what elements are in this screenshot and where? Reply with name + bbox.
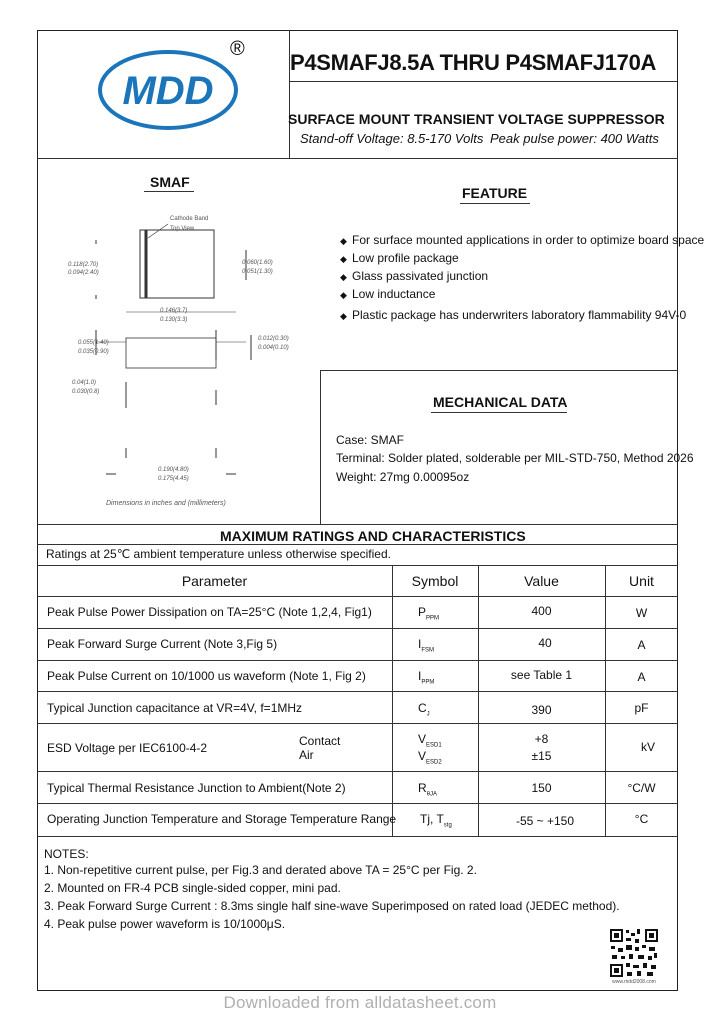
param-contact: Contact [299, 734, 341, 748]
dim-label: 0.035(0.90) [78, 349, 109, 355]
dim-label: 0.060(1.60) [242, 260, 273, 266]
row-divider [37, 660, 678, 661]
feature-heading: FEATURE [462, 185, 528, 201]
col-header-symbol: Symbol [411, 573, 459, 589]
note-item: 3. Peak Forward Surge Current : 8.3ms single half sine-wave Superimposed on rated load (JEDEC method). [44, 899, 620, 913]
feature-item: ◆ For surface mounted applications in order to optimize board space [340, 233, 705, 247]
brand-text: MDD [122, 69, 214, 113]
symbol-cell: Tj, $T_{stg}$ [420, 812, 452, 829]
mechanical-terminal: Terminal: Solder plated, solderable per MIL-STD-750, Method 2026 [336, 451, 694, 465]
bullet-icon: ◆ [340, 236, 347, 246]
value-cell: +8 [534, 732, 549, 746]
unit-cell: pF [634, 701, 649, 715]
row-divider [37, 691, 678, 692]
peak-power: Peak pulse power: 400 Watts [490, 131, 659, 146]
bullet-icon: ◆ [340, 254, 347, 264]
title-divider [37, 158, 678, 159]
qr-caption: www.mdd2008.com [612, 979, 656, 985]
feature-item: ◆ Low inductance [340, 287, 436, 301]
unit-cell: A [637, 638, 646, 652]
symbol-cell: $C_J$ [418, 701, 430, 718]
registered-mark: ® [230, 38, 245, 60]
package-divider [320, 370, 321, 524]
page-title: P4SMAFJ8.5A THRU P4SMAFJ170A [290, 50, 657, 75]
qr-code [609, 928, 659, 978]
note-item: 2. Mounted on FR-4 PCB single-sided copper, mini pad. [44, 881, 341, 895]
param-cell: Typical Junction capacitance at VR=4V, f=1MHz [47, 701, 303, 715]
col-header-parameter: Parameter [181, 573, 248, 589]
ratings-heading-underline [37, 544, 678, 545]
cathode-label: Cathode Band [170, 216, 209, 222]
dim-label: 0.051(1.30) [242, 269, 273, 275]
symbol-cell: $V_{ESD2}$ [418, 749, 442, 766]
topview-label: Top View [170, 226, 195, 232]
row-divider [37, 771, 678, 772]
dim-label: 0.04(1.0) [72, 380, 97, 386]
download-footer[interactable]: Downloaded from alldatasheet.com [223, 993, 497, 1012]
col-header-value: Value [524, 573, 559, 589]
row-divider [37, 723, 678, 724]
page-subtitle: SURFACE MOUNT TRANSIENT VOLTAGE SUPPRESSOR [288, 111, 665, 127]
dimensions-caption: Dimensions in inches and (millimeters) [106, 500, 226, 507]
value-cell: ±15 [531, 749, 552, 763]
note-item: 1. Non-repetitive current pulse, per Fig.3 and derated above TA = 25°C per Fig. 2. [44, 863, 477, 877]
unit-cell: °C [634, 812, 649, 826]
table-bottom [37, 836, 678, 837]
table-top [37, 565, 678, 566]
value-cell: 400 [531, 604, 552, 618]
symbol-cell: $P_{PPM}$ [418, 605, 440, 622]
symbol-cell: $R_{\theta JA}$ [418, 781, 438, 798]
brand-logo [97, 44, 241, 132]
mechanical-heading: MECHANICAL DATA [433, 394, 568, 410]
dim-label: 0.146(3.7) [160, 308, 188, 314]
dim-label: 0.030(0.8) [72, 389, 100, 395]
page-frame [37, 30, 678, 991]
mechanical-heading-underline [431, 412, 567, 413]
table-header-bottom [37, 596, 678, 597]
unit-cell: kV [640, 740, 655, 754]
feature-item: ◆ Low profile package [340, 251, 459, 265]
dim-label: 0.130(3.3) [160, 317, 188, 323]
param-cell: Operating Junction Temperature and Storage Temperature Range [47, 812, 397, 826]
dim-label: 0.190(4.80) [158, 467, 189, 473]
value-cell: see Table 1 [510, 668, 573, 682]
dim-label: 0.012(0.30) [258, 336, 289, 342]
param-air: Air [299, 748, 314, 762]
symbol-cell: $I_{PPM}$ [418, 669, 435, 686]
unit-cell: °C/W [627, 781, 656, 795]
mechanical-case: Case: SMAF [336, 433, 405, 447]
value-cell: 150 [531, 781, 552, 795]
feature-item: ◆ Glass passivated junction [340, 269, 489, 283]
col-header-unit: Unit [629, 573, 654, 589]
dim-label: 0.118(2.70) [68, 262, 99, 268]
unit-cell: A [637, 670, 646, 684]
package-name-underline [144, 191, 194, 192]
feature-item: ◆ Plastic package has underwriters laboratory flammability 94V-0 [340, 308, 687, 322]
value-cell: 390 [531, 703, 552, 717]
title-separator [289, 30, 290, 158]
bullet-icon: ◆ [340, 272, 347, 282]
param-cell: Peak Pulse Power Dissipation on TA=25°C (Note 1,2,4, Fig1) [47, 605, 372, 619]
value-cell: 40 [538, 636, 552, 650]
mechanical-weight: Weight: 27mg 0.00095oz [336, 470, 470, 484]
symbol-cell: $V_{ESD1}$ [418, 732, 442, 749]
unit-cell: W [635, 606, 648, 620]
row-divider [37, 803, 678, 804]
bullet-icon: ◆ [340, 290, 347, 300]
param-cell: Peak Forward Surge Current (Note 3,Fig 5) [47, 637, 278, 651]
dim-label: 0.055(1.40) [78, 340, 109, 346]
param-cell: Typical Thermal Resistance Junction to Ambient(Note 2) [47, 781, 346, 795]
notes-heading: NOTES: [44, 847, 89, 861]
ratings-note: Ratings at 25℃ ambient temperature unless otherwise specified. [46, 547, 391, 561]
dim-label: 0.004(0.10) [258, 345, 289, 351]
feature-bottom-divider [320, 370, 678, 371]
feature-heading-underline [460, 203, 530, 204]
ratings-heading: MAXIMUM RATINGS AND CHARACTERISTICS [220, 528, 526, 544]
title-underline [289, 81, 677, 82]
symbol-cell: $I_{FSM}$ [418, 637, 435, 654]
note-item: 4. Peak pulse power waveform is 10/1000μS. [44, 917, 286, 931]
row-divider [37, 628, 678, 629]
bullet-icon: ◆ [340, 311, 347, 321]
dim-label: 0.175(4.45) [158, 476, 189, 482]
ratings-top-divider [37, 524, 678, 525]
col-divider [392, 565, 393, 836]
dim-label: 0.094(2.40) [68, 270, 99, 276]
param-cell: ESD Voltage per IEC6100-4-2 [47, 741, 208, 755]
value-cell: -55 ~ +150 [515, 814, 575, 828]
package-name: SMAF [150, 174, 190, 190]
param-cell: Peak Pulse Current on 10/1000 us waveform (Note 1, Fig 2) [47, 669, 366, 683]
standoff-voltage: Stand-off Voltage: 8.5-170 Volts [300, 131, 484, 146]
